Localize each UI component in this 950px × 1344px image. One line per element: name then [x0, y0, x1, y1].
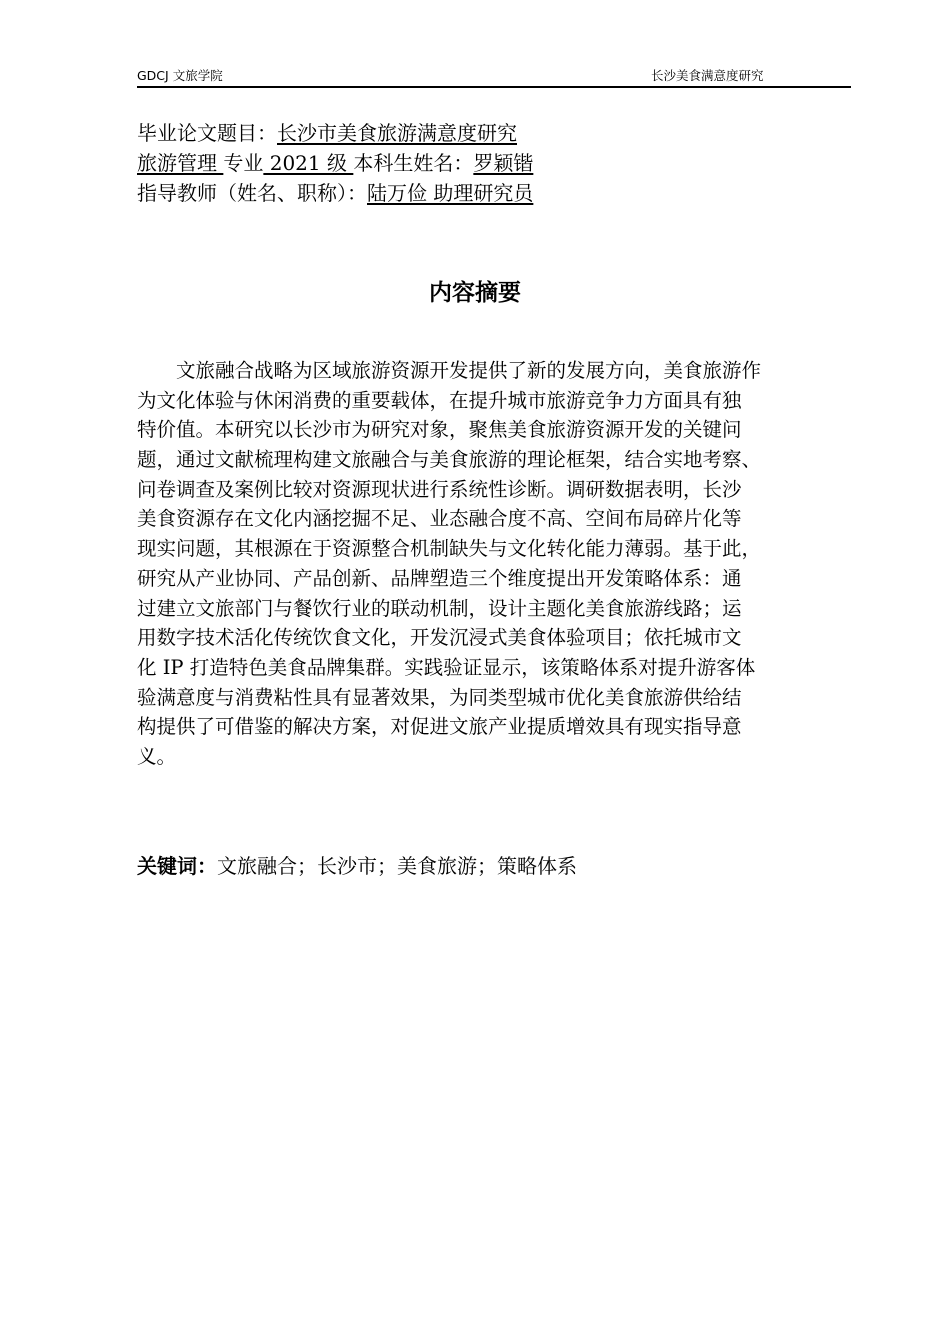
- advisor-value: 陆万俭 助理研究员: [367, 181, 534, 205]
- abstract-line: 用数字技术活化传统饮食文化，开发沉浸式美食体验项目；依托城市文: [137, 626, 742, 650]
- abstract-line: 现实问题，其根源在于资源整合机制缺失与文化转化能力薄弱。基于此，: [137, 537, 762, 561]
- header-school: GDCJ 文旅学院: [137, 68, 223, 83]
- topic-label: 毕业论文题目：: [137, 121, 277, 145]
- abstract-line: 验满意度与消费粘性具有显著效果，为同类型城市优化美食旅游供给结: [137, 685, 742, 709]
- abstract-line: 文旅融合战略为区域旅游资源开发提供了新的发展方向，美食旅游作: [137, 359, 762, 382]
- advisor-label: 指导教师（姓名、职称）：: [137, 181, 367, 205]
- abstract-line: 义。: [137, 744, 177, 768]
- header-running-title: 长沙美食满意度研究: [651, 68, 764, 83]
- abstract-line: 研究从产业协同、产品创新、品牌塑造三个维度提出开发策略体系：通: [137, 566, 742, 590]
- abstract-line: 为文化体验与休闲消费的重要载体，在提升城市旅游竞争力方面具有独: [137, 388, 742, 412]
- abstract-line: 化 IP 打造特色美食品牌集群。实践验证显示，该策略体系对提升游客体: [137, 655, 756, 679]
- student-value: 罗颖锴: [473, 151, 534, 175]
- keywords-label: 关键词：: [137, 854, 217, 878]
- abstract-body: [137, 356, 851, 772]
- keywords: [137, 851, 851, 881]
- advisor-line: [137, 178, 851, 208]
- abstract-line: 题，通过文献梳理构建文旅融合与美食旅游的理论框架，结合实地考察、: [137, 448, 762, 472]
- page-header: [137, 66, 851, 88]
- abstract-line: 问卷调查及案例比较对资源现状进行系统性诊断。调研数据表明，长沙: [137, 477, 742, 501]
- thesis-info: [137, 118, 851, 208]
- thesis-topic-line: [137, 118, 851, 148]
- abstract-line: 特价值。本研究以长沙市为研究对象，聚焦美食旅游资源开发的关键问: [137, 418, 742, 442]
- abstract-line: 美食资源存在文化内涵挖掘不足、业态融合度不高、空间布局碎片化等: [137, 507, 742, 531]
- keywords-value: 文旅融合；长沙市；美食旅游；策略体系: [217, 854, 577, 878]
- major-value: 旅游管理: [137, 151, 224, 175]
- abstract-title: 内容摘要: [429, 280, 521, 306]
- student-label: 本科生姓名：: [353, 151, 474, 175]
- abstract-line: 构提供了可借鉴的解决方案，对促进文旅产业提质增效具有现实指导意: [137, 715, 742, 739]
- abstract-line: 过建立文旅部门与餐饮行业的联动机制，设计主题化美食旅游线路；运: [137, 596, 742, 620]
- topic-value: 长沙市美食旅游满意度研究: [277, 121, 517, 145]
- grade-value: 2021 级: [263, 151, 354, 175]
- major-label: 专业: [223, 151, 264, 175]
- student-info-line: [137, 148, 851, 178]
